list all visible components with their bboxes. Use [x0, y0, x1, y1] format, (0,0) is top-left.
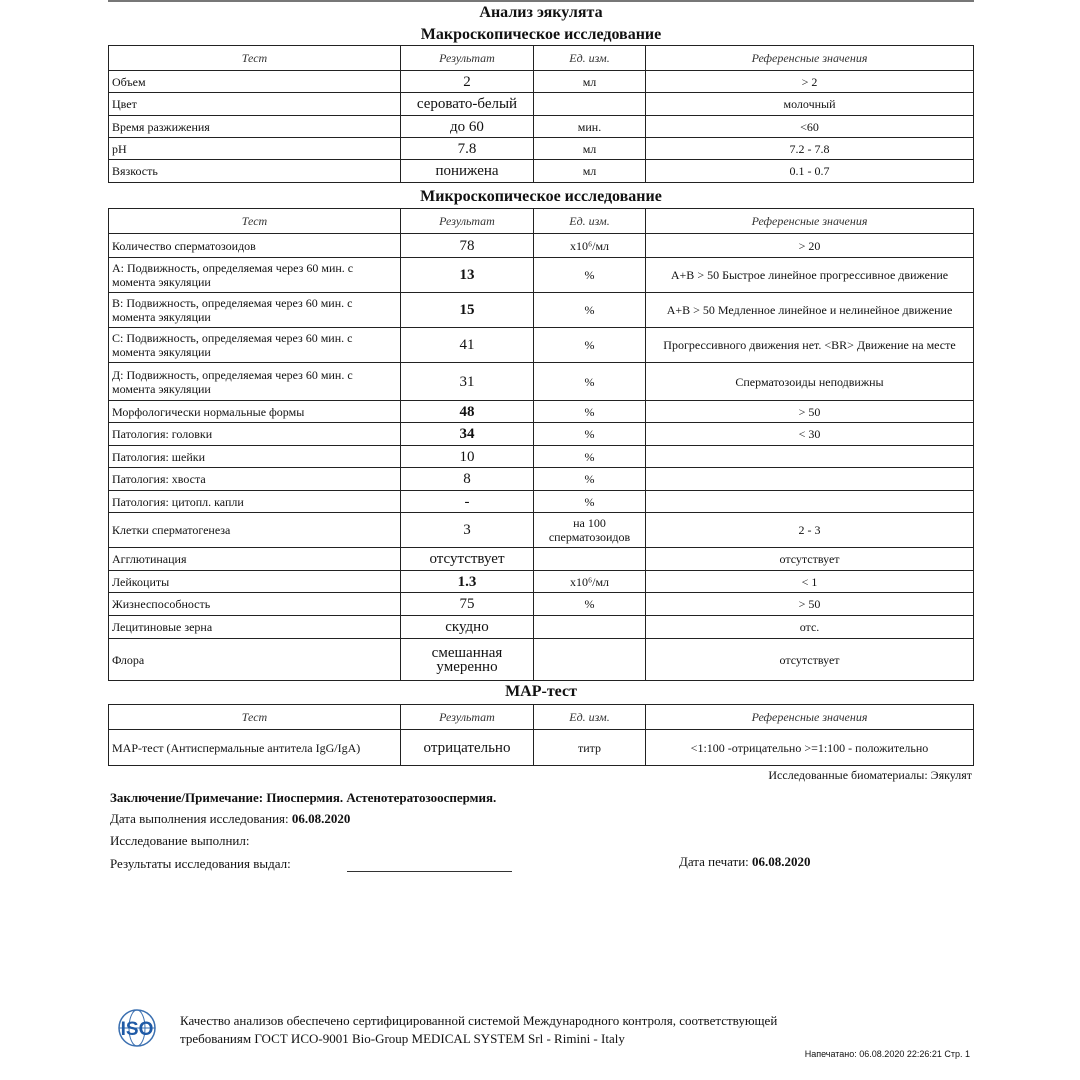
result-cell: скудно	[401, 616, 534, 639]
unit-cell	[534, 616, 646, 639]
unit-cell: мин.	[534, 116, 646, 138]
reference-cell: А+В > 50 Медленное линейное и нелинейное движение	[646, 293, 974, 328]
table-row	[109, 513, 974, 548]
table-row	[109, 160, 974, 183]
table-row	[109, 401, 974, 423]
result-cell: 7.8	[401, 138, 534, 160]
test-cell: Лейкоциты	[109, 571, 401, 593]
table-row	[109, 293, 974, 328]
column-header: Тест	[109, 209, 401, 234]
unit-cell: мл	[534, 160, 646, 183]
reference-cell: > 20	[646, 234, 974, 258]
reference-cell: < 30	[646, 423, 974, 446]
test-cell: Флора	[109, 639, 401, 681]
result-cell: 2	[401, 71, 534, 93]
date-label: Дата выполнения исследования:	[110, 811, 289, 826]
column-header: Тест	[109, 705, 401, 730]
result-cell: 34	[401, 423, 534, 446]
date-performed	[110, 811, 350, 827]
footer-line-1: Качество анализов обеспечено сертифицированной системой Международного контроля, соответствующей	[180, 1013, 778, 1028]
table-row	[109, 468, 974, 491]
macro-heading: Макроскопическое исследование	[420, 26, 662, 43]
reference-cell: А+В > 50 Быстрое линейное прогрессивное движение	[646, 258, 974, 293]
test-cell: Патология: хвоста	[109, 468, 401, 491]
test-cell: MAP-тест (Антиспермальные антитела IgG/IgA)	[109, 730, 401, 766]
unit-cell: %	[534, 401, 646, 423]
test-cell: А: Подвижность, определяемая через 60 мин. с момента эякуляции	[109, 258, 401, 293]
reference-cell: < 1	[646, 571, 974, 593]
table-row	[109, 639, 974, 681]
table-row	[109, 446, 974, 468]
issued-by-label: Результаты исследования выдал:	[110, 856, 291, 871]
test-cell: Клетки сперматогенеза	[109, 513, 401, 548]
result-cell: 41	[401, 328, 534, 363]
result-cell: серовато-белый	[401, 93, 534, 116]
test-cell: Лецитиновые зерна	[109, 616, 401, 639]
document-title: Анализ эякулята	[479, 4, 603, 21]
result-cell: 31	[401, 363, 534, 401]
test-cell: Патология: цитопл. капли	[109, 491, 401, 513]
table-row	[109, 423, 974, 446]
printed-timestamp: Напечатано: 06.08.2020 22:26:21 Стр. 1	[804, 1049, 970, 1059]
unit-cell	[534, 93, 646, 116]
result-cell: отсутствует	[401, 548, 534, 571]
result-cell: смешанная умеренно	[401, 639, 534, 681]
biomaterial-note: Исследованные биоматериалы: Эякулят	[768, 768, 972, 782]
iso-logo-icon	[112, 1008, 162, 1048]
top-rule	[108, 0, 974, 2]
table-row	[109, 730, 974, 766]
reference-cell: 2 - 3	[646, 513, 974, 548]
table-row	[109, 234, 974, 258]
reference-cell: Сперматозоиды неподвижны	[646, 363, 974, 401]
print-date	[679, 854, 811, 870]
column-header: Референсные значения	[646, 209, 974, 234]
unit-cell: x10⁶/мл	[534, 234, 646, 258]
reference-cell: Прогрессивного движения нет. <BR> Движение на месте	[646, 328, 974, 363]
table-row	[109, 138, 974, 160]
column-header: Результат	[401, 46, 534, 71]
result-cell: 15	[401, 293, 534, 328]
signature-line	[347, 871, 512, 872]
result-cell: 10	[401, 446, 534, 468]
column-header: Ед. изм.	[534, 46, 646, 71]
test-cell: Жизнеспособность	[109, 593, 401, 616]
map-heading: MAP-тест	[505, 683, 577, 700]
column-header: Ед. изм.	[534, 705, 646, 730]
test-cell: Патология: головки	[109, 423, 401, 446]
reference-cell	[646, 468, 974, 491]
reference-cell: > 50	[646, 401, 974, 423]
test-cell: Морфологически нормальные формы	[109, 401, 401, 423]
test-cell: Агглютинация	[109, 548, 401, 571]
column-header: Тест	[109, 46, 401, 71]
reference-cell: 0.1 - 0.7	[646, 160, 974, 183]
performed-by-label: Исследование выполнил:	[110, 833, 250, 848]
header-row	[109, 705, 974, 730]
column-header: Референсные значения	[646, 46, 974, 71]
header-row	[109, 209, 974, 234]
footer-quality-note	[180, 1012, 777, 1048]
test-cell: С: Подвижность, определяемая через 60 мин. с момента эякуляции	[109, 328, 401, 363]
unit-cell: x10⁶/мл	[534, 571, 646, 593]
result-cell: 1.3	[401, 571, 534, 593]
unit-cell: %	[534, 293, 646, 328]
test-cell: В: Подвижность, определяемая через 60 мин. с момента эякуляции	[109, 293, 401, 328]
unit-cell: мл	[534, 138, 646, 160]
unit-cell: титр	[534, 730, 646, 766]
unit-cell: %	[534, 328, 646, 363]
unit-cell: %	[534, 491, 646, 513]
reference-cell: > 2	[646, 71, 974, 93]
reference-cell: молочный	[646, 93, 974, 116]
result-cell: 78	[401, 234, 534, 258]
reference-cell	[646, 446, 974, 468]
date-value: 06.08.2020	[291, 811, 351, 826]
test-cell: pH	[109, 138, 401, 160]
reference-cell: отс.	[646, 616, 974, 639]
table-row	[109, 93, 974, 116]
result-cell: -	[401, 491, 534, 513]
unit-cell: %	[534, 363, 646, 401]
table-row	[109, 363, 974, 401]
table-row	[109, 258, 974, 293]
svg-text:ISO: ISO	[120, 1019, 154, 1040]
conclusion: Заключение/Примечание: Пиоспермия. Астенотератозооспермия.	[110, 790, 497, 805]
unit-cell: на 100 сперматозоидов	[534, 513, 646, 548]
test-cell: Вязкость	[109, 160, 401, 183]
table-row	[109, 548, 974, 571]
table-row	[109, 593, 974, 616]
map-table	[108, 704, 974, 766]
column-header: Результат	[401, 209, 534, 234]
test-cell: Д: Подвижность, определяемая через 60 мин. с момента эякуляции	[109, 363, 401, 401]
result-cell: до 60	[401, 116, 534, 138]
reference-cell: отсутствует	[646, 639, 974, 681]
table-row	[109, 616, 974, 639]
reference-cell: отсутствует	[646, 548, 974, 571]
reference-cell: <1:100 -отрицательно >=1:100 - положительно	[646, 730, 974, 766]
table-row	[109, 491, 974, 513]
result-cell: 8	[401, 468, 534, 491]
unit-cell: %	[534, 423, 646, 446]
result-cell: 13	[401, 258, 534, 293]
reference-cell: > 50	[646, 593, 974, 616]
macro-table	[108, 45, 974, 183]
test-cell: Патология: шейки	[109, 446, 401, 468]
result-cell: отрицательно	[401, 730, 534, 766]
print-date-label: Дата печати:	[679, 854, 749, 869]
test-cell: Количество сперматозоидов	[109, 234, 401, 258]
unit-cell	[534, 548, 646, 571]
table-row	[109, 328, 974, 363]
test-cell: Объем	[109, 71, 401, 93]
column-header: Референсные значения	[646, 705, 974, 730]
micro-heading: Микроскопическое исследование	[420, 188, 662, 205]
test-cell: Цвет	[109, 93, 401, 116]
footer-line-2: требованиям ГОСТ ИСО-9001 Bio-Group MEDICAL SYSTEM Srl - Rimini - Italy	[180, 1031, 625, 1046]
micro-table	[108, 208, 974, 681]
result-cell: 3	[401, 513, 534, 548]
table-row	[109, 571, 974, 593]
result-cell: 48	[401, 401, 534, 423]
test-cell: Время разжижения	[109, 116, 401, 138]
reference-cell: 7.2 - 7.8	[646, 138, 974, 160]
unit-cell	[534, 639, 646, 681]
table-row	[109, 71, 974, 93]
unit-cell: %	[534, 258, 646, 293]
unit-cell: %	[534, 446, 646, 468]
reference-cell	[646, 491, 974, 513]
result-cell: понижена	[401, 160, 534, 183]
column-header: Результат	[401, 705, 534, 730]
print-date-value: 06.08.2020	[752, 854, 811, 869]
unit-cell: %	[534, 593, 646, 616]
unit-cell: мл	[534, 71, 646, 93]
unit-cell: %	[534, 468, 646, 491]
table-row	[109, 116, 974, 138]
header-row	[109, 46, 974, 71]
column-header: Ед. изм.	[534, 209, 646, 234]
result-cell: 75	[401, 593, 534, 616]
reference-cell: <60	[646, 116, 974, 138]
